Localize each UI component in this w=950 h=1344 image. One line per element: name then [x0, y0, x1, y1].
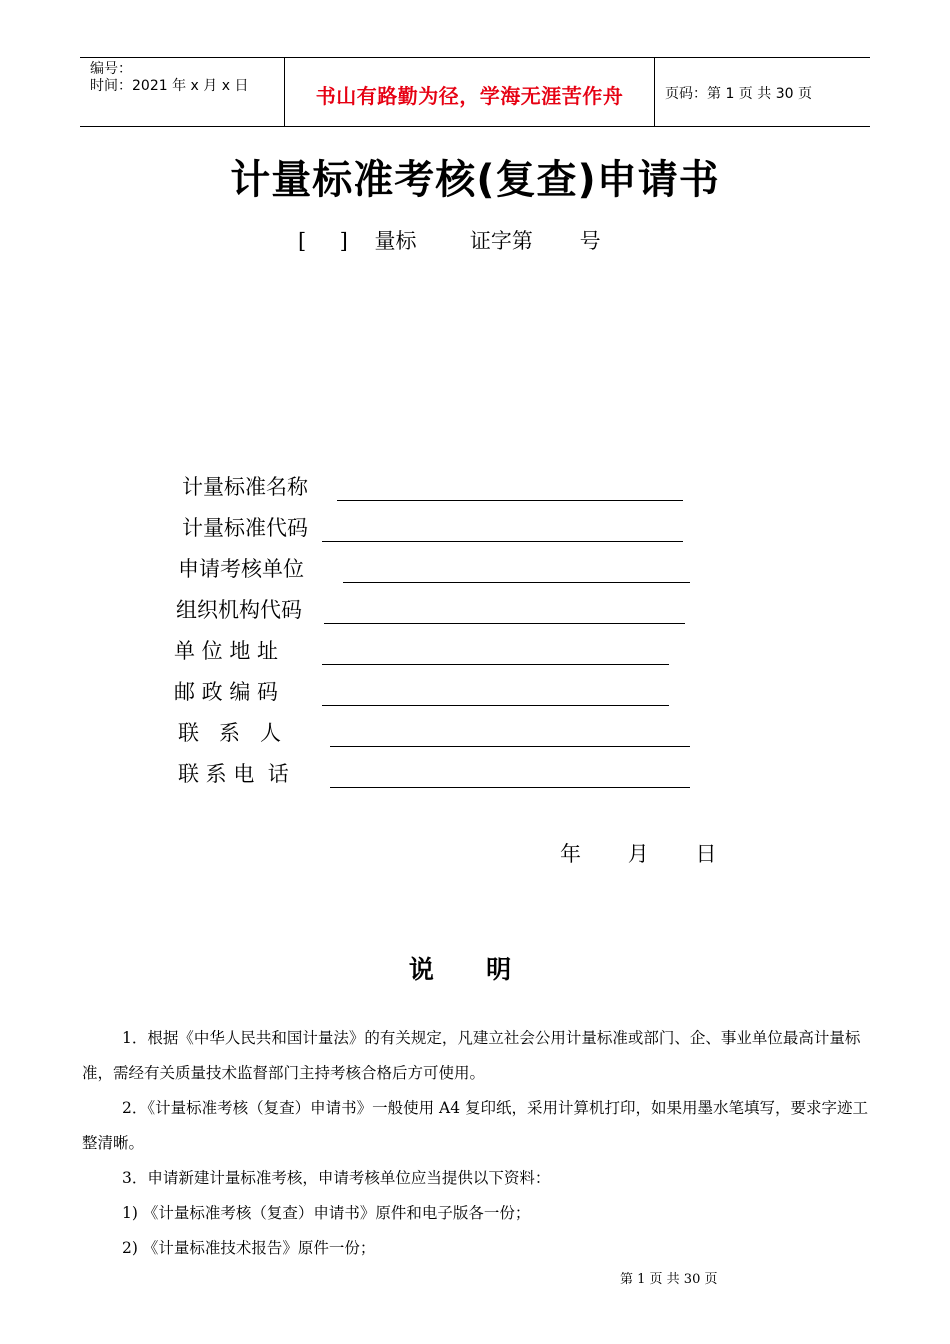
- header-divider: [654, 58, 655, 126]
- certificate-number: [ ] 量标 证字第 号: [298, 229, 601, 253]
- header-page-info: 页码：第 1 页 共 30 页: [665, 86, 812, 102]
- fill-line[interactable]: [324, 622, 685, 624]
- instruction-paragraph: 2．《计量标准考核（复查）申请书》一般使用 A4 复印纸，采用计算机打印，如果用墨水笔填写，要求字迹工整清晰。: [82, 1099, 869, 1152]
- field-address: [174, 635, 670, 665]
- fill-line[interactable]: [322, 540, 683, 542]
- fill-line[interactable]: [322, 704, 669, 706]
- instructions-title: 说 明: [408, 955, 512, 984]
- date-line: 年 月 日: [560, 842, 717, 866]
- header-motto: 书山有路勤为径，学海无涯苦作舟: [315, 84, 624, 108]
- field-postcode: [174, 676, 670, 706]
- field-standard-code: [182, 512, 684, 542]
- instruction-paragraph: 1．根据《中华人民共和国计量法》的有关规定，凡建立社会公用计量标准或部门、企、事业单位最高计量标准，需经有关质量技术监督部门主持考核合格后方可使用。: [82, 1029, 861, 1082]
- fill-line[interactable]: [337, 499, 683, 501]
- instruction-item: 1) 《计量标准考核（复查）申请书》原件和电子版各一份；: [122, 1204, 531, 1222]
- field-label: 申请考核单位: [178, 557, 304, 581]
- field-contact-person: [178, 717, 690, 747]
- fill-line[interactable]: [330, 786, 690, 788]
- fill-line[interactable]: [330, 745, 690, 747]
- header-meta: [90, 61, 248, 95]
- instructions-body: [82, 1021, 872, 1266]
- field-contact-phone: [178, 758, 690, 788]
- field-label: 联 系 人: [178, 721, 282, 745]
- field-applicant-unit: [178, 553, 690, 583]
- page-header: [80, 57, 870, 127]
- field-label: 单 位 地 址: [174, 639, 279, 663]
- page-footer: 第 1 页 共 30 页: [620, 1272, 718, 1287]
- fill-line[interactable]: [343, 581, 690, 583]
- time-label: 时间：2021 年 x 月 x 日: [90, 78, 249, 94]
- field-label: 计量标准名称: [182, 475, 308, 499]
- serial-label: 编号：: [90, 61, 132, 77]
- field-label: 邮 政 编 码: [174, 680, 279, 704]
- field-label: 联 系 电 话: [178, 762, 289, 786]
- field-org-code: [176, 594, 686, 624]
- fill-line[interactable]: [322, 663, 669, 665]
- field-label: 计量标准代码: [182, 516, 308, 540]
- field-standard-name: [182, 471, 684, 501]
- instruction-paragraph: 3．申请新建计量标准考核，申请考核单位应当提供以下资料：: [122, 1169, 551, 1187]
- document-title: 计量标准考核(复查)申请书: [230, 157, 720, 203]
- instruction-item: 2) 《计量标准技术报告》原件一份；: [122, 1239, 376, 1257]
- field-label: 组织机构代码: [176, 598, 302, 622]
